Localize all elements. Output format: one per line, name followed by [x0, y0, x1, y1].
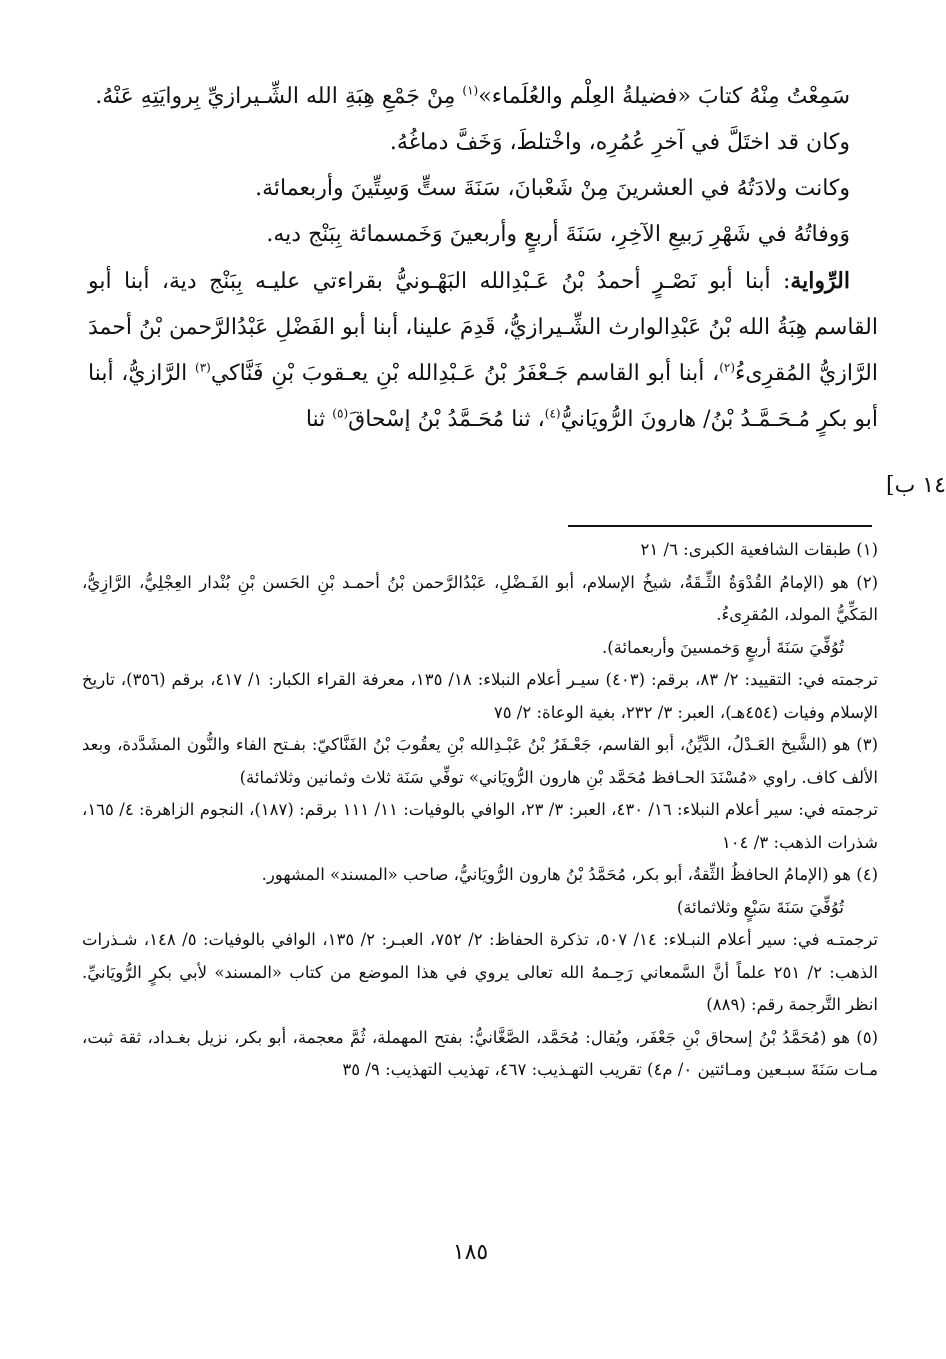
footnote-4-death: تُوُفِّيَ سَنَةَ سَبْعٍ وثلاثمائة): [676, 897, 844, 917]
footnote-3-sources: ترجمته في: سير أعلام النبلاء: ١٦/ ٤٣٠، العبر: ٣/ ٢٣، الوافي بالوفيات: ١١/ ١١١ برقم: (١٨٧)، النجوم الزاهرة: ٤/ ١٦٥، شذرات الذهب: ٣/ ١٠٤: [82, 800, 878, 852]
main-text-block: [88, 74, 878, 443]
footnote-1: (١) طبقات الشافعية الكبرى: ٦/ ٢١: [640, 540, 878, 559]
paragraph-book-heard: [88, 74, 878, 120]
book-heard-text: سَمِعْتُ مِنْهُ كتابَ «فضيلةُ العِلْم والعُلَماء»: [478, 84, 850, 109]
riwaya-chain-b: ، أبنا أبو القاسم جَـعْفَرُ بْنُ عَـبْدِالله بْنِ يعـقوبَ بْنِ فَنَّاكي: [210, 361, 720, 386]
footnote-divider: [568, 525, 872, 527]
riwaya-chain-d: ، ثنا مُحَـمَّدُ بْنُ إسْحاقَ: [348, 407, 545, 432]
footnote-2-death: تُوُفِّيَ سَنَةَ أربعٍ وَخمسينَ وأربعمائة).: [601, 637, 844, 657]
footnote-3: (٣) هو (الشَّيخ العَـدْلُ، الدَّيِّنُ، أبو القاسم، جَعْـفَرُ بْنُ عَبْـدِالله بْنِ يعقُوبَ بْنُ الفَنَّاكيّ: بفـتح الفاء والنُّون المشَدَّدة، وبعد الألف كاف. راوي «مُسْنَدَ الحـافظ مُحَمَّد بْنِ هارون الرُّويَاني» توفِّي سَنَة ثلاث وثمانين وثلاثمائة): [82, 735, 878, 787]
footnote-2-sources: ترجمته في: التقييد: ٢/ ٨٣، برقم: (٤٠٣) سيـر أعلام النبلاء: ١٨/ ١٣٥، معرفة القراء الكبار: ١/ ٤١٧، برقم (٣٥٦)، تاريخ الإسلام وفيات (٤٥٤هـ)، العبر: ٣/ ٢٣٢، بغية الوعاة: ٢/ ٧٥: [82, 670, 878, 722]
riwaya-chain-a: : أبنا أبو نَصْـرٍ أحمدُ بْنُ عَـبْدِالله البَهْـونيُّ بقراءتي عليـه بِبَنْج دية، أبنا أبو القاسم هِبَةُ الله بْنُ عَبْدِالوارث الشِّـيرازيُّ، قَدِمَ علينا، أبنا أبو الفَضْلِ عَبْدُالرَّحمن بْنُ أحمدَ الرَّازيُّ المُقرِىءُ: [88, 269, 879, 386]
page-number: ١٨٥: [452, 1240, 489, 1265]
paragraph-birth: وكانت ولادَتُهُ في العشرينَ مِنْ شَعْبانَ، سَنَةَ ستٍّ وَسِتِّينَ وأربعمائة.: [255, 176, 850, 201]
footnote-ref-2[interactable]: (٢): [719, 360, 736, 375]
footnote-ref-3[interactable]: (٣): [195, 360, 211, 375]
footnote-ref-1[interactable]: (١): [462, 83, 479, 98]
riwaya-label: الرِّواية: [790, 268, 850, 294]
footnotes-block: [82, 534, 878, 1087]
manuscript-folio-marker: ١٤ ب]: [886, 473, 946, 498]
footnote-4: (٤) هو (الإمامُ الحافظُ الثِّقةُ، أبو بكر، مُحَمَّدُ بْنُ هارون الرُّويَانيُّ، صاحب «المسند» المشهور.: [261, 865, 878, 884]
footnote-4-sources: ترجمتـه في: سير أعلام النبـلاء: ١٤/ ٥٠٧، تذكرة الحفاظ: ٢/ ٧٥٢، العبـر: ٢/ ١٣٥، الوافي بالوفيات: ٥/ ١٤٨، شـذرات الذهب: ٢/ ٢٥١ علماً أنَّ السَّمعاني رَحِـمهُ الله تعالى يروي في هذا الموضع من كتاب «المسند» لأبي بكرٍ الرُّويَانيِّ. انظر التَّرجمة رقم: (٨٨٩): [82, 930, 879, 1014]
paragraph-memory-loss: وكان قد اختَلَّ في آخرِ عُمُرِه، واخْتلطَ، وَخَفَّ دماغُهُ.: [389, 130, 850, 155]
footnote-5: (٥) هو (مُحَمَّدُ بْنُ إسحاق بْنِ جَعْفَر، ويُقال: مُحَمَّد، الصَّغَّانيُّ: بفتح المهملة، ثُمَّ معجمة، أبو بكر، نزيل بغـداد، ثقة ثبت، مـات سَنَةَ سبـعين ومـائتين ٠/ م٤) تقريب التهـذيب: ٤٦٧، تهذيب التهذيب: ٩/ ٣٥: [82, 1027, 878, 1079]
riwaya-chain-c: الرَّازيُّ، أبنا أبو بكرٍ مُـحَـمَّـدُ بْنُ/ هارونَ الرُّويَانيُّ: [88, 361, 878, 432]
paragraph-death: وَوفاتُهُ في شَهْرِ رَبيعِ الآخِرِ، سَنَةَ أربعٍ وأربعينَ وَخَمسمائة بِبَنْج ديه.: [266, 222, 850, 247]
footnote-ref-4[interactable]: (٤): [544, 406, 561, 421]
footnote-2: (٢) هو (الإمامُ القُدْوَةُ الثِّـقَةُ، شيخُ الإسلام، أبو الفَـضْلِ، عَبْدُالرَّحمن بْنُ أحمـد بْنِ الحَسن بْنِ بُنْدار العِجْلِيُّ، الرَّازِيُّ، المَكِّيُّ المولد، المُقرِىءُ.: [82, 572, 878, 624]
footnote-ref-5[interactable]: (٥): [332, 406, 349, 421]
riwaya-chain-e: ثنا: [305, 407, 333, 432]
paragraph-riwaya: [88, 258, 878, 443]
book-heard-rest: مِنْ جَمْعِ هِبَةِ الله الشِّـيرازيِّ بِروايَتِهِ عَنْهُ.: [95, 84, 463, 109]
